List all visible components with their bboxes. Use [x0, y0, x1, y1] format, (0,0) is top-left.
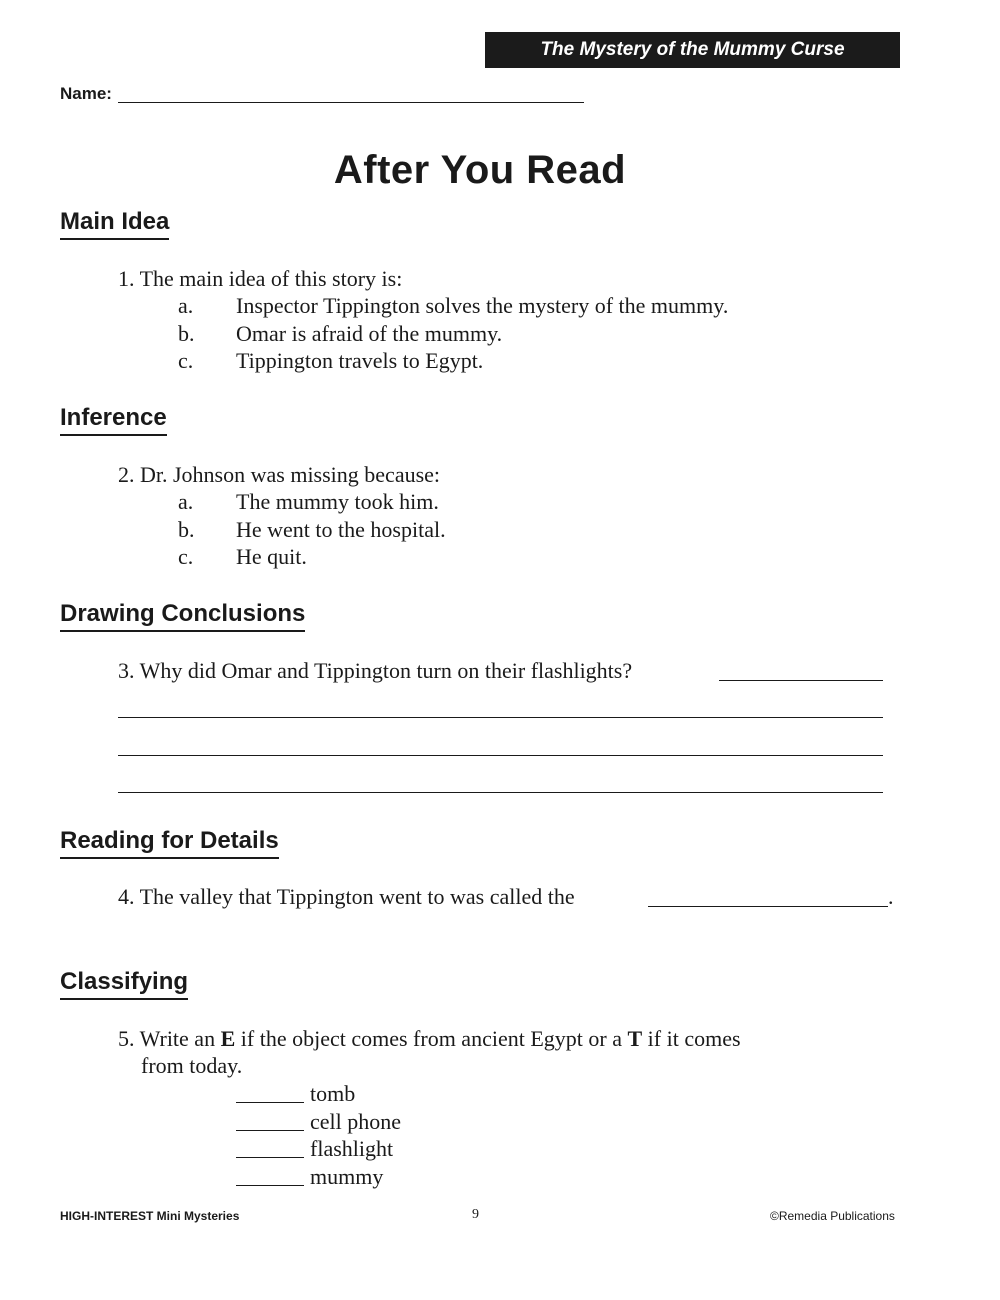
q5-item-1-blank[interactable] — [236, 1102, 304, 1103]
q4-answer-line[interactable] — [648, 906, 888, 907]
q1-option-b-text: Omar is afraid of the mummy. — [236, 321, 503, 346]
q5-text-part1: 5. Write an — [118, 1026, 216, 1051]
q1-option-a-letter: a. — [178, 293, 194, 318]
q5-item-4-label: mummy — [310, 1164, 384, 1189]
q2-option-c-letter: c. — [178, 544, 194, 569]
q5-bold-t: T — [627, 1026, 643, 1051]
footer-page-number: 9 — [472, 1207, 479, 1222]
q2-option-c-text: He quit. — [236, 544, 307, 569]
q3-answer-line-1[interactable] — [719, 680, 883, 681]
q5-item-3-label: flashlight — [310, 1136, 394, 1161]
section-heading-reading-for-details: Reading for Details — [60, 827, 279, 859]
name-blank-line[interactable] — [118, 102, 584, 103]
q1-option-b-letter: b. — [178, 321, 195, 346]
q5-item-4-blank[interactable] — [236, 1185, 304, 1186]
q2-option-a-text: The mummy took him. — [236, 489, 439, 514]
question-2: 2. Dr. Johnson was missing because: — [118, 462, 441, 487]
q5-item-3-blank[interactable] — [236, 1157, 304, 1158]
question-4: 4. The valley that Tippington went to was called the — [118, 884, 575, 909]
q2-option-b-letter: b. — [178, 517, 195, 542]
q2-option-a-letter: a. — [178, 489, 194, 514]
footer-publisher: ©Remedia Publications — [770, 1209, 895, 1223]
q1-option-a-text: Inspector Tippington solves the mystery of the mummy. — [236, 293, 729, 318]
section-heading-inference: Inference — [60, 404, 167, 436]
header-banner: The Mystery of the Mummy Curse — [485, 32, 900, 68]
q5-text-part3: if it comes — [647, 1026, 741, 1051]
question-3: 3. Why did Omar and Tippington turn on their flashlights? — [118, 658, 633, 683]
section-heading-drawing-conclusions: Drawing Conclusions — [60, 600, 305, 632]
q2-option-b-text: He went to the hospital. — [236, 517, 446, 542]
question-5-line-1 — [118, 1025, 741, 1053]
q5-item-1-label: tomb — [310, 1081, 356, 1106]
q3-answer-line-4[interactable] — [118, 792, 883, 793]
question-1: 1. The main idea of this story is: — [118, 266, 403, 291]
footer-series-title: HIGH-INTEREST Mini Mysteries — [60, 1209, 240, 1223]
q5-item-2-blank[interactable] — [236, 1130, 304, 1131]
name-label: Name: — [60, 84, 112, 103]
section-heading-main-idea: Main Idea — [60, 208, 169, 240]
page-title: After You Read — [333, 148, 627, 192]
question-5-line-2: from today. — [141, 1053, 243, 1078]
q3-answer-line-3[interactable] — [118, 755, 883, 756]
q1-option-c-text: Tippington travels to Egypt. — [236, 348, 484, 373]
q5-text-part2: if the object comes from ancient Egypt or a — [240, 1026, 622, 1051]
q3-answer-line-2[interactable] — [118, 717, 883, 718]
section-heading-classifying: Classifying — [60, 968, 188, 1000]
q4-end-period: . — [888, 884, 894, 909]
q1-option-c-letter: c. — [178, 348, 194, 373]
q5-item-2-label: cell phone — [310, 1109, 402, 1134]
q5-bold-e: E — [220, 1026, 236, 1051]
